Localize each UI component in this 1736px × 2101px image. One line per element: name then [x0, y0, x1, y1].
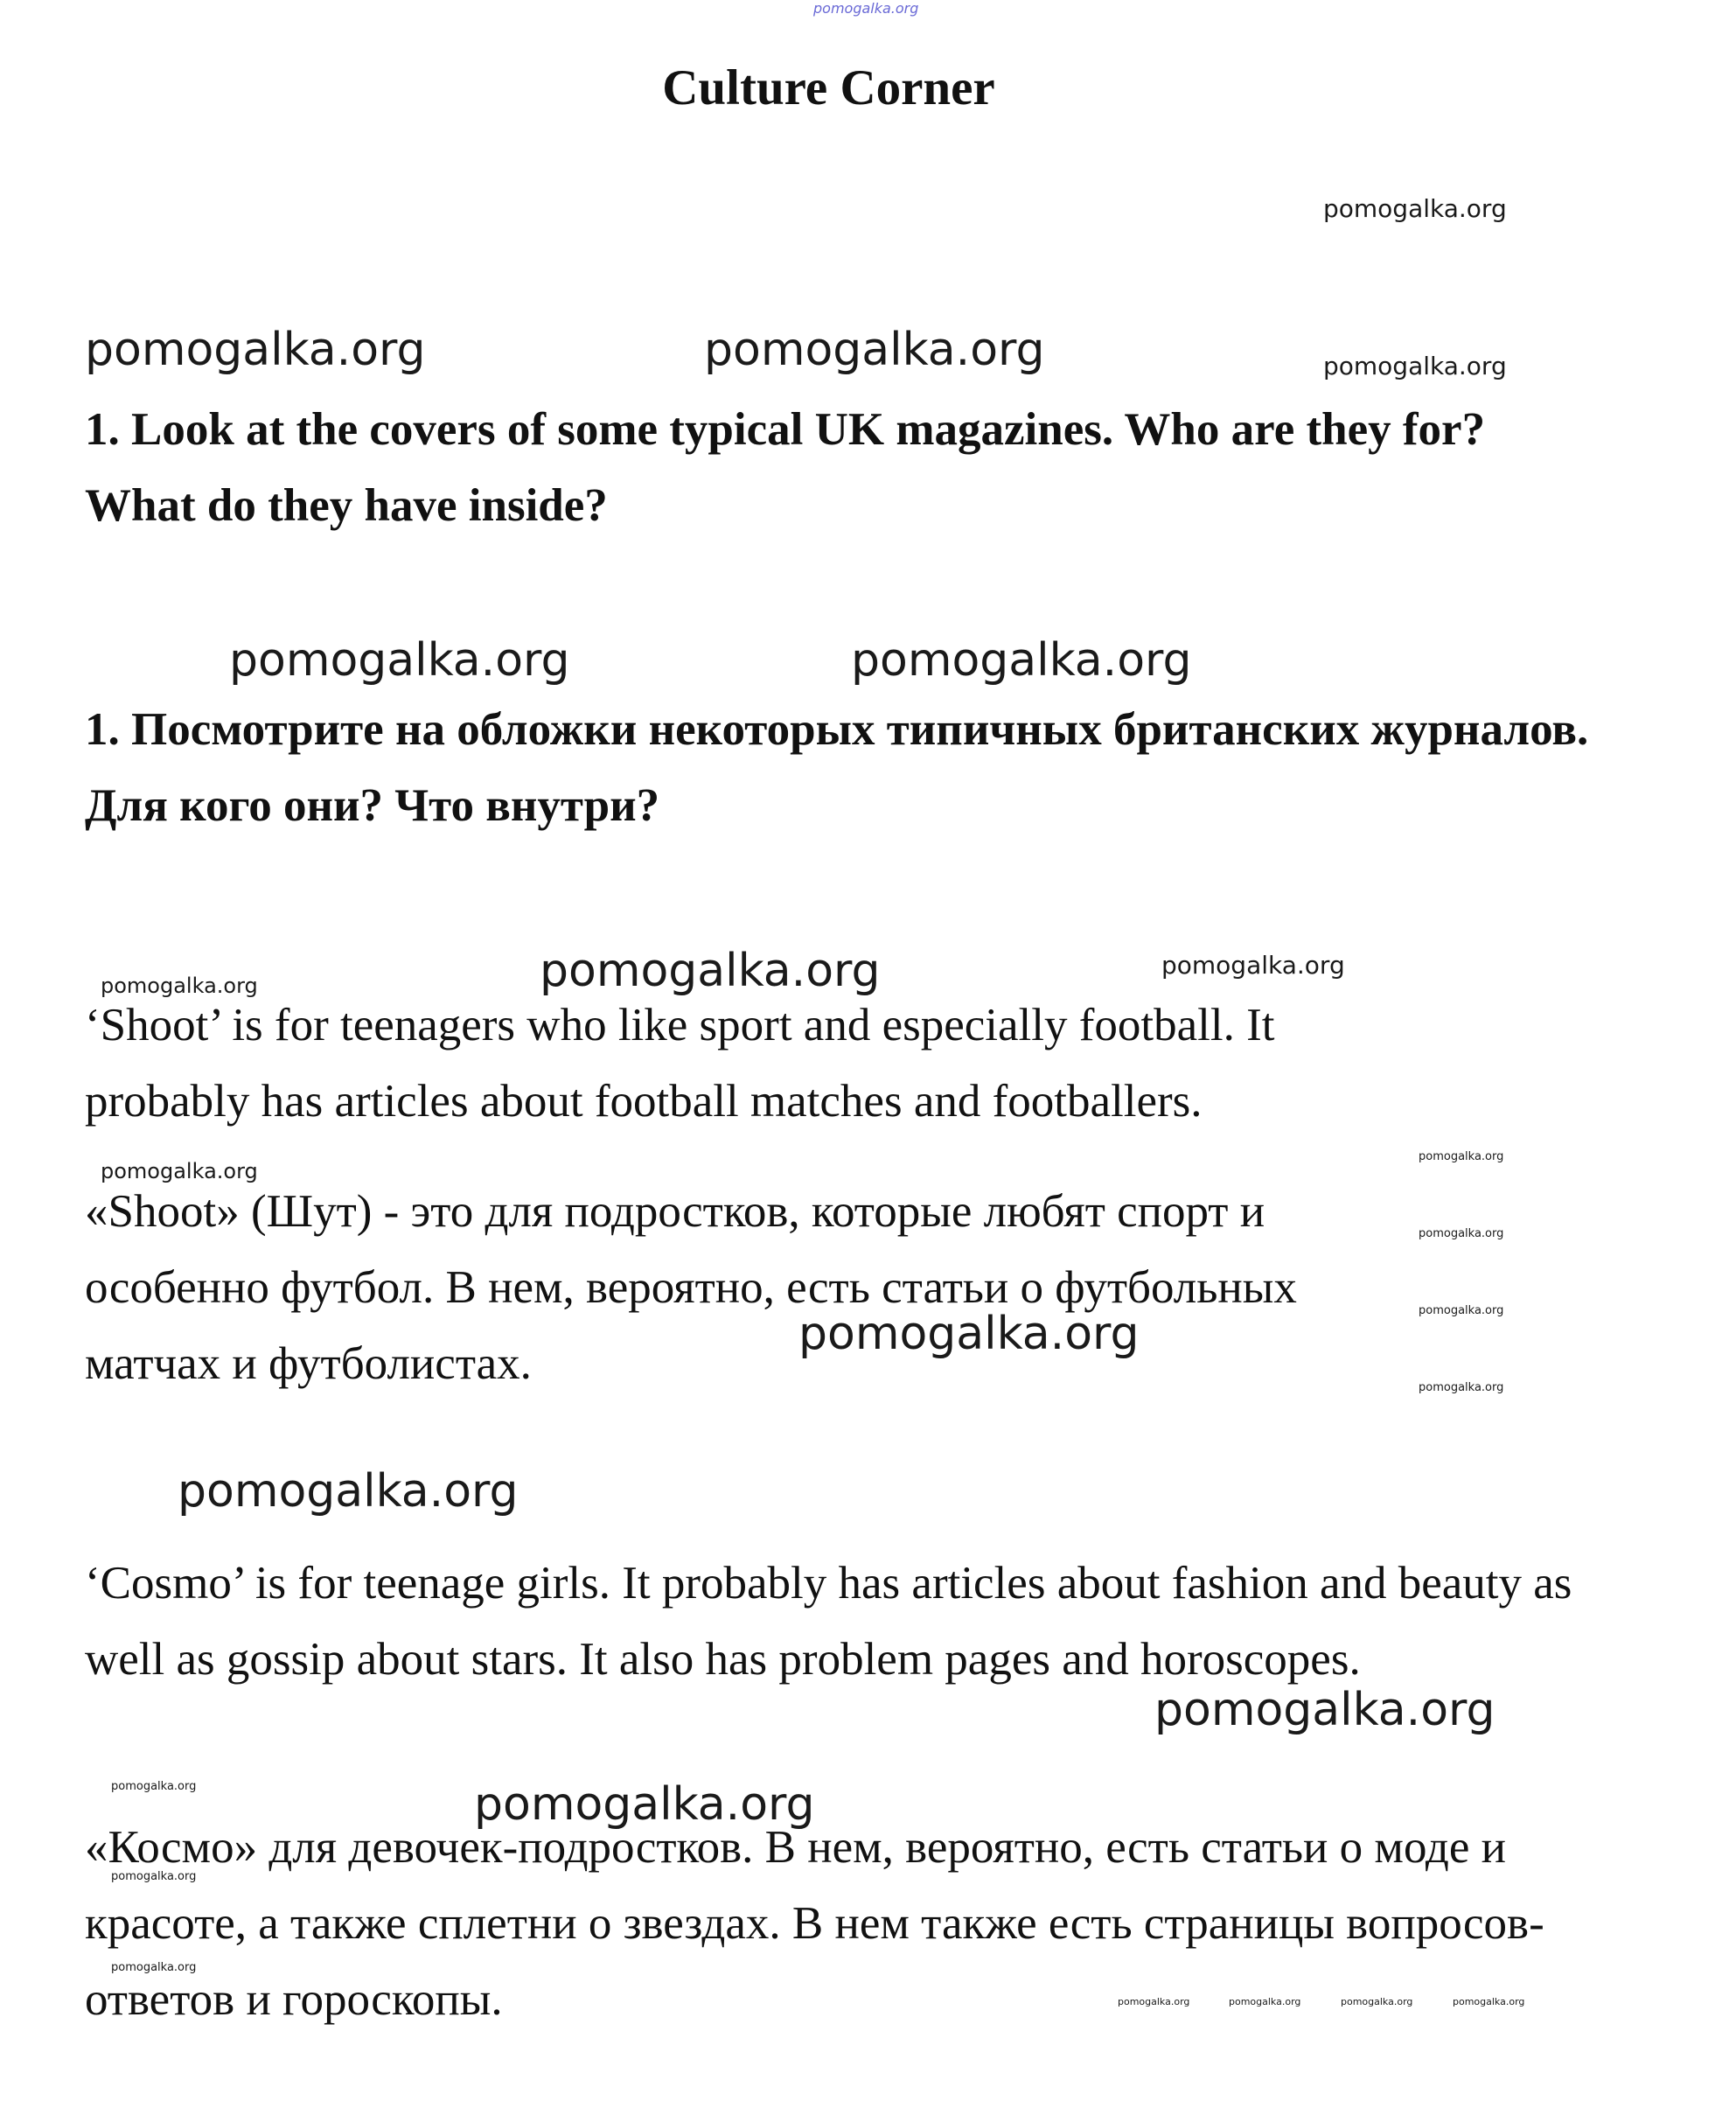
question-english: 1. Look at the covers of some typical UK magazines. Who are they for? What do they have inside? — [85, 404, 1486, 531]
watermark-top-tiny: pomogalka.org — [813, 0, 919, 17]
watermark: pomogalka.org — [474, 1778, 815, 1831]
watermark: pomogalka.org — [1419, 1381, 1504, 1394]
watermark: pomogalka.org — [1229, 1996, 1301, 2007]
watermark: pomogalka.org — [101, 974, 258, 998]
watermark: pomogalka.org — [1453, 1996, 1525, 2007]
watermark: pomogalka.org — [111, 1961, 197, 1974]
watermark: pomogalka.org — [111, 1870, 197, 1883]
watermark: pomogalka.org — [1341, 1996, 1413, 2007]
page-title: Culture Corner — [662, 60, 995, 115]
answer-cosmo-english: ‘Cosmo’ is for teenage girls. It probably has articles about fashion and beauty as well as gossip about stars. It also has problem pages and horoscopes. — [85, 1558, 1572, 1685]
watermark: pomogalka.org — [178, 1465, 519, 1518]
watermark: pomogalka.org — [1419, 1304, 1504, 1317]
watermark: pomogalka.org — [1154, 1684, 1495, 1736]
watermark: pomogalka.org — [1323, 352, 1507, 380]
watermark: pomogalka.org — [229, 634, 570, 687]
answer-cosmo-russian: «Космо» для девочек-подростков. В нем, вероятно, есть статьи о моде и красоте, а также сплетни о звездах. В нем также есть страницы вопросов-ответов и гороскопы. — [85, 1822, 1544, 2025]
question-russian: 1. Посмотрите на обложки некоторых типичных британских журналов. Для кого они? Что внутри? — [85, 704, 1589, 831]
watermark: pomogalka.org — [540, 945, 881, 997]
watermark: pomogalka.org — [1323, 194, 1507, 223]
watermark: pomogalka.org — [1161, 951, 1345, 980]
watermark: pomogalka.org — [704, 324, 1045, 376]
watermark: pomogalka.org — [1419, 1227, 1504, 1240]
watermark: pomogalka.org — [1118, 1996, 1190, 2007]
watermark: pomogalka.org — [1419, 1150, 1504, 1163]
watermark: pomogalka.org — [798, 1308, 1140, 1360]
watermark: pomogalka.org — [111, 1780, 197, 1793]
watermark: pomogalka.org — [85, 324, 426, 376]
watermark: pomogalka.org — [101, 1159, 258, 1183]
watermark: pomogalka.org — [851, 634, 1192, 687]
answer-shoot-english: ‘Shoot’ is for teenagers who like sport and especially football. It probably has articles about football matches and footballers. — [85, 1000, 1275, 1127]
answer-shoot-russian: «Shoot» (Шут) - это для подростков, которые любят спорт и особенно футбол. В нем, вероятно, есть статьи о футбольных матчах и футболистах. — [85, 1186, 1297, 1389]
